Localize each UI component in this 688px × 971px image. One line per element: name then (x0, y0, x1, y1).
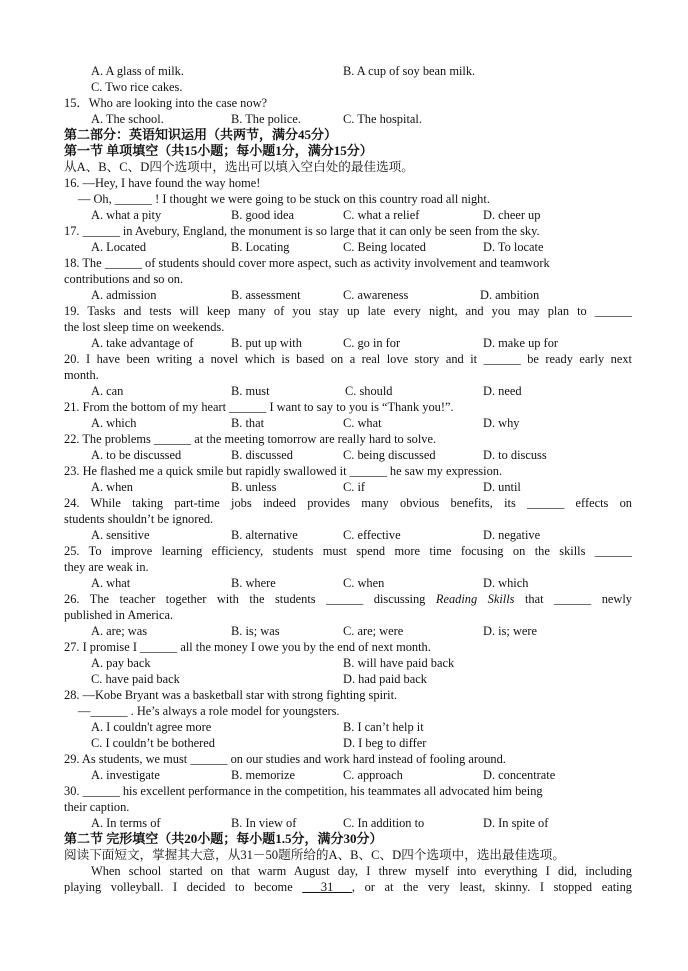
q23-option-b: B. unless (231, 480, 277, 494)
q20-option-b: B. must (231, 384, 270, 398)
q28-option-d: D. I beg to differ (343, 736, 427, 750)
q17-line1: 17. ______ in Avebury, England, the monument is so large that it can only be seen from the sky. (64, 224, 540, 238)
q16-line2: — Oh, ______ ! I thought we were going to be stuck on this country road all night. (78, 192, 490, 206)
q20-line1: 20. I have been writing a novel which is based on a real love story and it ______ be ready early next (64, 352, 632, 366)
q30-option-b: B. In view of (231, 816, 297, 830)
q22-option-b: B. discussed (231, 448, 293, 462)
q14-option-a: A. A glass of milk. (91, 64, 184, 78)
q16-option-c: C. what a relief (343, 208, 420, 222)
q28-line2: —______ . He’s always a role model for youngsters. (78, 704, 340, 718)
q16-line1: 16. —Hey, I have found the way home! (64, 176, 261, 190)
q15-option-c: C. The hospital. (343, 112, 422, 126)
q24-option-d: D. negative (483, 528, 541, 542)
q28-option-b: B. I can’t help it (343, 720, 424, 734)
q27-option-c: C. have paid back (91, 672, 180, 686)
q15-option-b: B. The police. (231, 112, 301, 126)
q26-book-title: Reading Skills (435, 592, 515, 606)
q18-line1: 18. The ______ of students should cover more aspect, such as activity involvement and teamwork (64, 256, 550, 270)
q18-option-c: C. awareness (343, 288, 409, 302)
q30-option-d: D. In spite of (483, 816, 549, 830)
q18-option-a: A. admission (91, 288, 157, 302)
q27-option-b: B. will have paid back (343, 656, 455, 670)
q15-option-a: A. The school. (91, 112, 164, 126)
q23-line1: 23. He flashed me a quick smile but rapidly swallowed it ______ he saw my expression. (64, 464, 503, 478)
q21-line1: 21. From the bottom of my heart ______ I want to say to you is “Thank you!”. (64, 400, 454, 414)
q24-option-b: B. alternative (231, 528, 298, 542)
q26-option-a: A. are; was (91, 624, 148, 638)
q26-line1-start: 26. The teacher together with the students ______ discussing (64, 592, 436, 606)
q25-option-b: B. where (231, 576, 276, 590)
q27-option-d: D. had paid back (343, 672, 427, 686)
q23-option-d: D. until (483, 480, 521, 494)
q26-line1-end: that ______ newly (514, 592, 632, 606)
q21-option-a: A. which (91, 416, 137, 430)
q25-option-c: C. when (343, 576, 385, 590)
q28-line1: 28. —Kobe Bryant was a basketball star with strong fighting spirit. (64, 688, 398, 702)
passage-line2 (64, 879, 632, 895)
q22-option-d: D. to discuss (483, 448, 547, 462)
q14-option-b: B. A cup of soy bean milk. (343, 64, 476, 78)
passage-line1: When school started on that warm August day, I threw myself into everything I did, including (91, 864, 632, 878)
q26-option-c: C. are; were (343, 624, 404, 638)
q20-option-a: A. can (91, 384, 124, 398)
q17-option-b: B. Locating (231, 240, 290, 254)
q19-option-d: D. make up for (483, 336, 559, 350)
q25-option-d: D. which (483, 576, 529, 590)
part2-title: 第二部分：英语知识运用（共两节，满分45分） (64, 127, 338, 142)
section2-instructions: 阅读下面短文，掌握其大意，从31－50题所给的A、B、C、D四个选项中，选出最佳选项。 (64, 848, 565, 862)
q19-option-b: B. put up with (231, 336, 302, 350)
q18-option-b: B. assessment (231, 288, 301, 302)
q15-stem: 15．Who are looking into the case now? (64, 96, 268, 110)
q30-line2: their caption. (64, 800, 130, 814)
q30-line1: 30. ______ his excellent performance in the competition, his teammates all advocated him being (64, 784, 543, 798)
q18-option-d: D. ambition (480, 288, 540, 302)
q19-option-a: A. take advantage of (91, 336, 194, 350)
q25-line2: they are weak in. (64, 560, 149, 574)
q18-line2: contributions and so on. (64, 272, 184, 286)
q25-line1: 25. To improve learning efficiency, students must spend more time focusing on the skills ______ (64, 544, 632, 558)
q20-option-d: D. need (483, 384, 522, 398)
q17-option-d: D. To locate (483, 240, 544, 254)
q29-option-b: B. memorize (231, 768, 295, 782)
q14-option-c: C. Two rice cakes. (91, 80, 183, 94)
q30-option-c: C. In addition to (343, 816, 425, 830)
q26-line1 (64, 591, 632, 607)
q21-option-d: D. why (483, 416, 520, 430)
q20-option-c: C. should (345, 384, 393, 398)
q27-option-a: A. pay back (91, 656, 151, 670)
blank-31: ___31___ (302, 880, 352, 894)
q22-line1: 22. The problems ______ at the meeting tomorrow are really hard to solve. (64, 432, 437, 446)
q23-option-a: A. when (91, 480, 133, 494)
q19-line1: 19. Tasks and tests will keep many of you stay up late every night, and you may plan to ______ (64, 304, 632, 318)
q30-option-a: A. In terms of (91, 816, 161, 830)
q16-option-d: D. cheer up (483, 208, 541, 222)
q22-option-a: A. to be discussed (91, 448, 182, 462)
q19-line2: the lost sleep time on weekends. (64, 320, 225, 334)
q17-option-c: C. Being located (343, 240, 426, 254)
q23-option-c: C. if (343, 480, 366, 494)
q24-option-a: A. sensitive (91, 528, 150, 542)
section2-title: 第二节 完形填空（共20小题；每小题1.5分，满分30分） (64, 831, 383, 846)
passage-line2-end: , or at the very least, skinny. I stopped eating (351, 880, 632, 894)
q20-line2: month. (64, 368, 99, 382)
q21-option-b: B. that (231, 416, 265, 430)
q27-line1: 27. I promise I ______ all the money I owe you by the end of next month. (64, 640, 431, 654)
q26-line2: published in America. (64, 608, 174, 622)
q26-option-d: D. is; were (483, 624, 538, 638)
q29-option-a: A. investigate (91, 768, 160, 782)
q24-line1: 24. While taking part-time jobs indeed provides many obvious benefits, its ______ effects on (64, 496, 632, 510)
q28-option-c: C. I couldn’t be bothered (91, 736, 215, 750)
section1-instructions: 从A、B、C、D四个选项中，选出可以填入空白处的最佳选项。 (64, 160, 414, 174)
q17-option-a: A. Located (91, 240, 147, 254)
q29-line1: 29. As students, we must ______ on our studies and work hard instead of fooling around. (64, 752, 506, 766)
q26-option-b: B. is; was (231, 624, 280, 638)
q29-option-d: D. concentrate (483, 768, 556, 782)
q22-option-c: C. being discussed (343, 448, 436, 462)
q16-option-a: A. what a pity (91, 208, 162, 222)
passage-line2-start: playing volleyball. I decided to become (64, 880, 303, 894)
q16-option-b: B. good idea (231, 208, 294, 222)
q29-option-c: C. approach (343, 768, 403, 782)
q21-option-c: C. what (343, 416, 382, 430)
q24-option-c: C. effective (343, 528, 401, 542)
q24-line2: students shouldn’t be ignored. (64, 512, 214, 526)
q25-option-a: A. what (91, 576, 131, 590)
q19-option-c: C. go in for (343, 336, 401, 350)
section1-title: 第一节 单项填空（共15小题；每小题1分，满分15分） (64, 143, 373, 158)
q28-option-a: A. I couldn't agree more (91, 720, 212, 734)
